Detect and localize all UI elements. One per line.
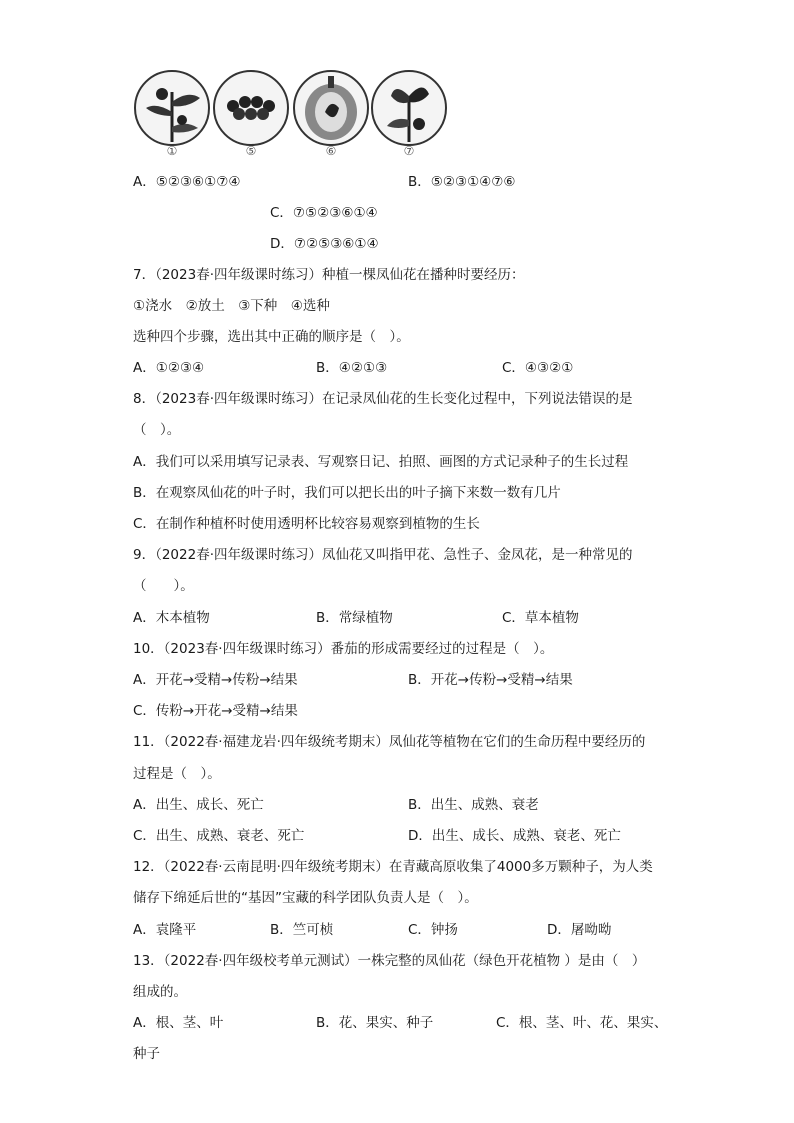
q10-option-c[interactable]: C．传粉→开花→受精→结果 (133, 703, 298, 719)
image-caption-5: ⑤ (245, 144, 257, 158)
q6-option-b[interactable]: B．⑤②③①④⑦⑥ (408, 174, 516, 190)
image-caption-6: ⑥ (325, 144, 337, 158)
q9-stem-line1: 9．（2022春·四年级课时练习）凤仙花又叫指甲花、急性子、金凤花，是一种常见的 (133, 547, 633, 563)
q13-stem-line1: 13．（2022春·四年级校考单元测试）一株完整的凤仙花（绿色开花植物 ）是由（ ） (133, 953, 646, 969)
q6-option-c[interactable]: C．⑦⑤②③⑥①④ (270, 205, 378, 221)
image-caption-1: ① (166, 144, 178, 158)
q13-stem-line2: 组成的。 (133, 984, 187, 1000)
q6-option-d[interactable]: D．⑦②⑤③⑥①④ (270, 236, 379, 252)
q8-option-c[interactable]: C．在制作种植杯时使用透明杯比较容易观察到植物的生长 (133, 516, 480, 532)
q10-stem: 10．（2023春·四年级课时练习）番茄的形成需要经过的过程是（ ）。 (133, 641, 554, 657)
q11-option-c[interactable]: C．出生、成熟、衰老、死亡 (133, 828, 305, 844)
q12-stem-line1: 12．（2022春·云南昆明·四年级统考期末）在青藏高原收集了4000多万颗种子，为人类 (133, 859, 653, 875)
q13-option-c[interactable]: C．根、茎、叶、花、果实、 (496, 1015, 668, 1031)
q11-option-a[interactable]: A．出生、成长、死亡 (133, 797, 264, 813)
q13-option-b[interactable]: B．花、果实、种子 (316, 1015, 434, 1031)
q11-option-b[interactable]: B．出生、成熟、衰老 (408, 797, 539, 813)
plant-stage-image-7 (371, 70, 447, 146)
q9-option-a[interactable]: A．木本植物 (133, 610, 210, 626)
q12-option-c[interactable]: C．钟扬 (408, 922, 458, 938)
fruit-cross-section-icon (295, 72, 367, 144)
q8-option-b[interactable]: B．在观察凤仙花的叶子时，我们可以把长出的叶子摘下来数一数有几片 (133, 485, 561, 501)
flowering-plant-icon (136, 72, 208, 144)
q11-stem-line1: 11．（2022春·福建龙岩·四年级统考期末）凤仙花等植物在它们的生命历程中要经历的 (133, 734, 646, 750)
q8-option-a[interactable]: A．我们可以采用填写记录表、写观察日记、拍照、画图的方式记录种子的生长过程 (133, 454, 629, 470)
q9-stem-line2: （ ）。 (133, 578, 194, 594)
q10-option-b[interactable]: B．开花→传粉→受精→结果 (408, 672, 573, 688)
q12-stem-line2: 储存下绵延后世的“基因”宝藏的科学团队负责人是（ ）。 (133, 890, 478, 906)
q7-option-b[interactable]: B．④②①③ (316, 360, 388, 376)
image-caption-7: ⑦ (403, 144, 415, 158)
q12-option-a[interactable]: A．袁隆平 (133, 922, 197, 938)
q13-option-a[interactable]: A．根、茎、叶 (133, 1015, 224, 1031)
q12-option-b[interactable]: B．竺可桢 (270, 922, 334, 938)
flower-bud-icon (373, 72, 445, 144)
q8-stem-line2: （ ）。 (133, 422, 181, 438)
q10-option-a[interactable]: A．开花→受精→传粉→结果 (133, 672, 298, 688)
q7-stem-line2: 选种四个步骤，选出其中正确的顺序是（ ）。 (133, 329, 410, 345)
q9-option-c[interactable]: C．草本植物 (502, 610, 579, 626)
q12-option-d[interactable]: D．屠呦呦 (547, 922, 612, 938)
q7-option-a[interactable]: A．①②③④ (133, 360, 205, 376)
seeds-icon (215, 72, 287, 144)
q7-option-c[interactable]: C．④③②① (502, 360, 574, 376)
q7-stem: 7．（2023春·四年级课时练习）种植一棵凤仙花在播种时要经历： (133, 267, 525, 283)
q11-stem-line2: 过程是（ ）。 (133, 766, 221, 782)
plant-stage-image-1 (134, 70, 210, 146)
q9-option-b[interactable]: B．常绿植物 (316, 610, 393, 626)
plant-stage-image-6 (293, 70, 369, 146)
q11-option-d[interactable]: D．出生、成长、成熟、衰老、死亡 (408, 828, 621, 844)
q13-option-c-continued: 种子 (133, 1046, 160, 1062)
q6-option-a[interactable]: A．⑤②③⑥①⑦④ (133, 174, 241, 190)
q8-stem-line1: 8．（2023春·四年级课时练习）在记录凤仙花的生长变化过程中，下列说法错误的是 (133, 391, 633, 407)
q7-steps: ①浇水 ②放土 ③下种 ④选种 (133, 298, 330, 314)
plant-stage-image-5 (213, 70, 289, 146)
